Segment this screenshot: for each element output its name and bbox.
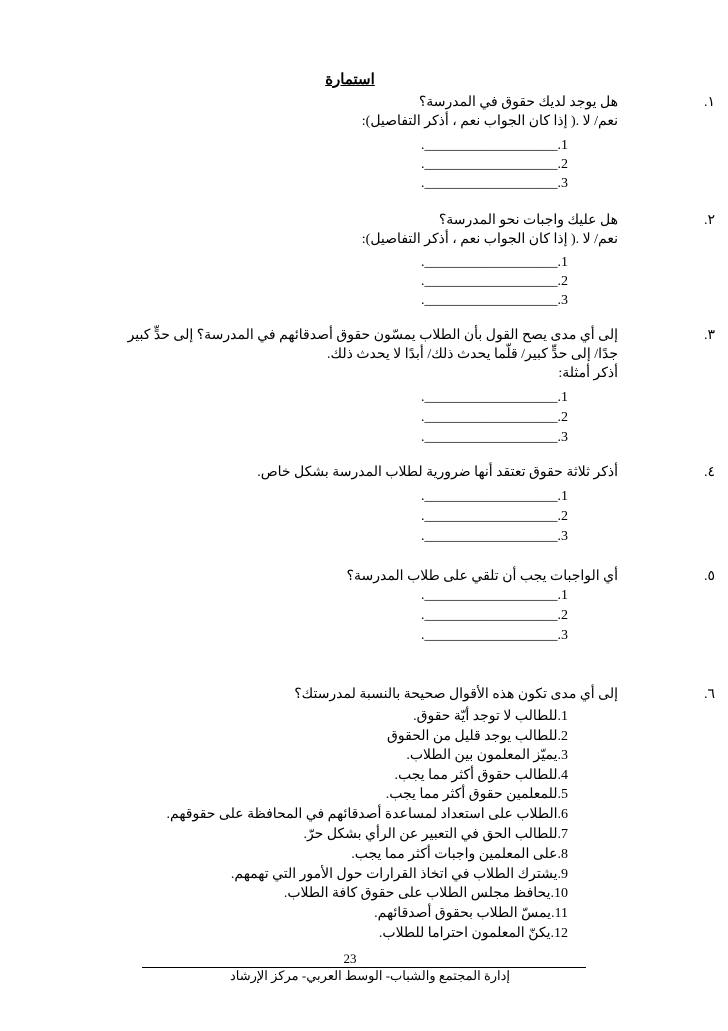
question-number: ٣. — [704, 328, 716, 343]
answer-blank: 3.___________________. — [421, 628, 568, 643]
question-examples-label: أذكر أمثلة: — [558, 366, 618, 381]
question-3 — [98, 326, 716, 383]
question-number: ٦. — [704, 687, 716, 702]
question-6 — [118, 685, 716, 704]
page-title: استمارة — [325, 72, 375, 88]
statement-item: 6.الطلاب على استعداد لمساعدة أصدقائهم في المحافظة على حقوقهم. — [166, 807, 568, 822]
question-number: ٢. — [704, 213, 716, 228]
question-options: جدًا/ إلى حدٍّ كبير/ قلّما يحدث ذلك/ أبدًا لا يحدث ذلك. — [327, 347, 618, 362]
footer-text: إدارة المجتمع والشباب- الوسط العربي- مركز الإرشاد — [229, 968, 511, 983]
question-number: ٥. — [704, 569, 716, 584]
answer-blank: 1.___________________. — [421, 588, 568, 603]
answer-blank: 1.___________________. — [421, 255, 568, 270]
question-text: إلى أي مدى يصح القول بأن الطلاب يمسّون حقوق أصدقائهم في المدرسة؟ إلى حدٍّ كبير — [127, 328, 618, 343]
question-text: إلى أي مدى تكون هذه الأقوال صحيحة بالنسبة لمدرستك؟ — [294, 687, 618, 702]
question-number: ١. — [704, 95, 716, 110]
answer-blank: 2.___________________. — [421, 509, 568, 524]
question-number: ٤. — [704, 465, 716, 480]
question-5 — [118, 567, 716, 586]
statement-item: 2.للطالب يوجد قليل من الحقوق — [387, 729, 568, 744]
answer-blank: 3.___________________. — [421, 293, 568, 308]
answer-blank: 2.___________________. — [421, 410, 568, 425]
answer-blank: 2.___________________. — [421, 608, 568, 623]
answer-blank: 3.___________________. — [421, 529, 568, 544]
statement-item: 10.يحافظ مجلس الطلاب على حقوق كافة الطلاب. — [283, 886, 568, 901]
statement-item: 9.يشترك الطلاب في اتخاذ القرارات حول الأمور التي تهمهم. — [230, 867, 568, 882]
statement-item: 7.للطالب الحق في التعبير عن الرأي بشكل حرّ. — [303, 827, 568, 842]
question-4 — [118, 463, 716, 482]
statement-item: 3.يميّز المعلمون بين الطلاب. — [406, 748, 568, 763]
statement-item: 1.للطالب لا توجد أيّة حقوق. — [413, 709, 568, 724]
statement-item: 12.يكنّ المعلمون احتراما للطلاب. — [378, 926, 568, 941]
question-text: أي الواجبات يجب أن تلقي على طلاب المدرسة؟ — [346, 569, 618, 584]
question-text: أذكر ثلاثة حقوق تعتقد أنها ضرورية لطلاب المدرسة بشكل خاص. — [257, 465, 618, 480]
answer-blank: 1.___________________. — [421, 390, 568, 405]
question-options: نعم/ لا .( إذا كان الجواب نعم ، أذكر التفاصيل): — [361, 232, 618, 247]
statement-item: 5.للمعلمين حقوق أكثر مما يجب. — [385, 787, 568, 802]
statement-item: 8.على المعلمين واجبات أكثر مما يجب. — [351, 847, 568, 862]
page-number: 23 — [343, 951, 357, 966]
answer-blank: 2.___________________. — [421, 274, 568, 289]
question-2 — [118, 211, 716, 249]
answer-blank: 2.___________________. — [421, 157, 568, 172]
answer-blank: 3.___________________. — [421, 176, 568, 191]
statement-item: 11.يمسّ الطلاب بحقوق أصدقائهم. — [374, 906, 568, 921]
question-options: نعم/ لا .( إذا كان الجواب نعم ، أذكر التفاصيل): — [361, 114, 618, 129]
answer-blank: 3.___________________. — [421, 430, 568, 445]
question-text: هل عليك واجبات نحو المدرسة؟ — [438, 213, 618, 228]
answer-blank: 1.___________________. — [421, 489, 568, 504]
statement-item: 4.للطالب حقوق أكثر مما يجب. — [394, 768, 568, 783]
question-text: هل يوجد لديك حقوق في المدرسة؟ — [418, 95, 618, 110]
question-1 — [118, 93, 716, 131]
answer-blank: 1.___________________. — [421, 138, 568, 153]
